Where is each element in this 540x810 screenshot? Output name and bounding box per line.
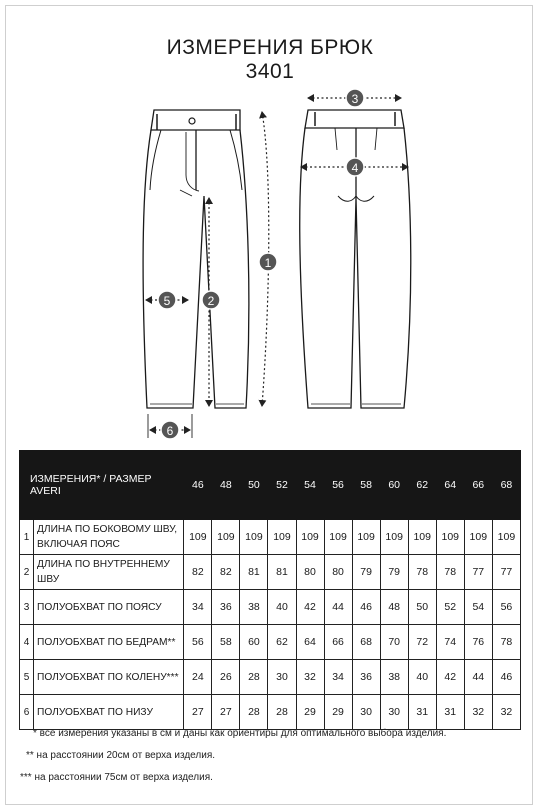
row-number: 5 <box>20 660 34 695</box>
table-cell: 109 <box>492 520 520 555</box>
footnote-2: ** на расстоянии 20см от верха изделия. <box>26 750 216 761</box>
table-cell: 38 <box>240 590 268 625</box>
size-header: 58 <box>352 451 380 520</box>
front-view <box>143 110 249 408</box>
back-waistband <box>305 110 404 128</box>
row-number: 4 <box>20 625 34 660</box>
table-cell: 109 <box>268 520 296 555</box>
table-cell: 32 <box>492 695 520 730</box>
size-header: 66 <box>464 451 492 520</box>
svg-text:6: 6 <box>166 424 174 438</box>
table-cell: 109 <box>296 520 324 555</box>
table-cell: 27 <box>184 695 212 730</box>
table-cell: 32 <box>296 660 324 695</box>
page-title: ИЗМЕРЕНИЯ БРЮК <box>166 36 374 59</box>
row-number: 6 <box>20 695 34 730</box>
svg-text:5: 5 <box>163 294 171 308</box>
table-cell: 79 <box>352 555 380 590</box>
size-header: 56 <box>324 451 352 520</box>
table-row <box>20 625 521 660</box>
table-cell: 77 <box>492 555 520 590</box>
size-table <box>19 450 521 730</box>
row-number: 3 <box>20 590 34 625</box>
table-cell: 62 <box>268 625 296 660</box>
row-number: 1 <box>20 520 34 555</box>
table-cell: 76 <box>464 625 492 660</box>
size-header: 52 <box>268 451 296 520</box>
table-cell: 79 <box>380 555 408 590</box>
fly-stitch <box>186 132 199 191</box>
size-header: 64 <box>436 451 464 520</box>
right-pocket <box>230 130 242 190</box>
table-cell: 36 <box>212 590 240 625</box>
table-cell: 109 <box>408 520 436 555</box>
header-label: ИЗМЕРЕНИЯ* / РАЗМЕР AVERI <box>20 451 184 520</box>
table-cell: 28 <box>240 695 268 730</box>
table-cell: 60 <box>240 625 268 660</box>
table-cell: 26 <box>212 660 240 695</box>
table-cell: 27 <box>212 695 240 730</box>
table-cell: 109 <box>240 520 268 555</box>
table-cell: 44 <box>464 660 492 695</box>
table-cell: 30 <box>380 695 408 730</box>
size-header: 68 <box>492 451 520 520</box>
table-cell: 40 <box>268 590 296 625</box>
table-cell: 50 <box>408 590 436 625</box>
callout-2 <box>202 291 220 309</box>
table-cell: 40 <box>408 660 436 695</box>
table-cell: 81 <box>268 555 296 590</box>
row-label: ДЛИНА ПО БОКОВОМУ ШВУ, ВКЛЮЧАЯ ПОЯС <box>34 520 184 555</box>
size-header: 62 <box>408 451 436 520</box>
row-number: 2 <box>20 555 34 590</box>
table-row <box>20 520 521 555</box>
table-cell: 70 <box>380 625 408 660</box>
size-table-header <box>20 451 521 520</box>
table-cell: 56 <box>492 590 520 625</box>
table-cell: 82 <box>212 555 240 590</box>
table-cell: 81 <box>240 555 268 590</box>
table-cell: 109 <box>464 520 492 555</box>
table-cell: 78 <box>436 555 464 590</box>
table-cell: 46 <box>352 590 380 625</box>
table-cell: 82 <box>184 555 212 590</box>
table-cell: 52 <box>436 590 464 625</box>
table-cell: 36 <box>352 660 380 695</box>
svg-text:4: 4 <box>351 161 359 175</box>
table-row <box>20 590 521 625</box>
left-dart <box>335 128 337 150</box>
callout-4 <box>346 158 364 176</box>
table-cell: 54 <box>464 590 492 625</box>
size-header: 48 <box>212 451 240 520</box>
table-cell: 34 <box>324 660 352 695</box>
table-cell: 31 <box>436 695 464 730</box>
table-cell: 109 <box>380 520 408 555</box>
seat-curve-right <box>356 196 374 201</box>
seat-curve-left <box>338 196 356 201</box>
table-cell: 109 <box>436 520 464 555</box>
table-cell: 31 <box>408 695 436 730</box>
table-cell: 109 <box>324 520 352 555</box>
table-cell: 24 <box>184 660 212 695</box>
front-waistband <box>151 110 240 130</box>
table-cell: 29 <box>296 695 324 730</box>
row-label: ПОЛУОБХВАТ ПО ПОЯСУ <box>34 590 184 625</box>
table-cell: 48 <box>380 590 408 625</box>
table-cell: 78 <box>408 555 436 590</box>
table-cell: 56 <box>184 625 212 660</box>
svg-text:1: 1 <box>264 256 272 270</box>
size-header: 46 <box>184 451 212 520</box>
table-cell: 32 <box>464 695 492 730</box>
table-row <box>20 555 521 590</box>
footnote-3: *** на расстоянии 75см от верха изделия. <box>20 772 213 783</box>
table-cell: 58 <box>212 625 240 660</box>
svg-text:2: 2 <box>207 294 215 308</box>
table-cell: 29 <box>324 695 352 730</box>
table-cell: 109 <box>184 520 212 555</box>
waist-button-icon <box>189 118 195 124</box>
table-cell: 78 <box>492 625 520 660</box>
back-view <box>300 110 411 408</box>
table-cell: 77 <box>464 555 492 590</box>
table-cell: 44 <box>324 590 352 625</box>
table-cell: 42 <box>296 590 324 625</box>
table-cell: 80 <box>324 555 352 590</box>
table-cell: 46 <box>492 660 520 695</box>
table-cell: 28 <box>240 660 268 695</box>
table-cell: 30 <box>352 695 380 730</box>
row-label: ДЛИНА ПО ВНУТРЕННЕМУ ШВУ <box>34 555 184 590</box>
table-cell: 74 <box>436 625 464 660</box>
table-cell: 38 <box>380 660 408 695</box>
table-cell: 80 <box>296 555 324 590</box>
footnote-1: * все измерения указаны в см и даны как ориентиры для оптимального выбора изделия. <box>33 728 447 739</box>
row-label: ПОЛУОБХВАТ ПО НИЗУ <box>34 695 184 730</box>
callout-1 <box>259 253 277 271</box>
left-pocket <box>150 130 161 190</box>
callout-3 <box>346 89 364 107</box>
table-cell: 30 <box>268 660 296 695</box>
svg-text:3: 3 <box>351 92 359 106</box>
table-cell: 42 <box>436 660 464 695</box>
callout-6 <box>161 421 179 439</box>
table-cell: 66 <box>324 625 352 660</box>
row-label: ПОЛУОБХВАТ ПО КОЛЕНУ*** <box>34 660 184 695</box>
size-header: 50 <box>240 451 268 520</box>
right-dart <box>375 128 377 150</box>
callout-5 <box>158 291 176 309</box>
model-number: 3401 <box>245 60 295 83</box>
size-header: 60 <box>380 451 408 520</box>
table-row <box>20 660 521 695</box>
table-cell: 109 <box>212 520 240 555</box>
table-cell: 64 <box>296 625 324 660</box>
table-cell: 28 <box>268 695 296 730</box>
table-cell: 34 <box>184 590 212 625</box>
table-cell: 72 <box>408 625 436 660</box>
table-row <box>20 695 521 730</box>
size-header: 54 <box>296 451 324 520</box>
table-cell: 68 <box>352 625 380 660</box>
table-cell: 109 <box>352 520 380 555</box>
row-label: ПОЛУОБХВАТ ПО БЕДРАМ** <box>34 625 184 660</box>
